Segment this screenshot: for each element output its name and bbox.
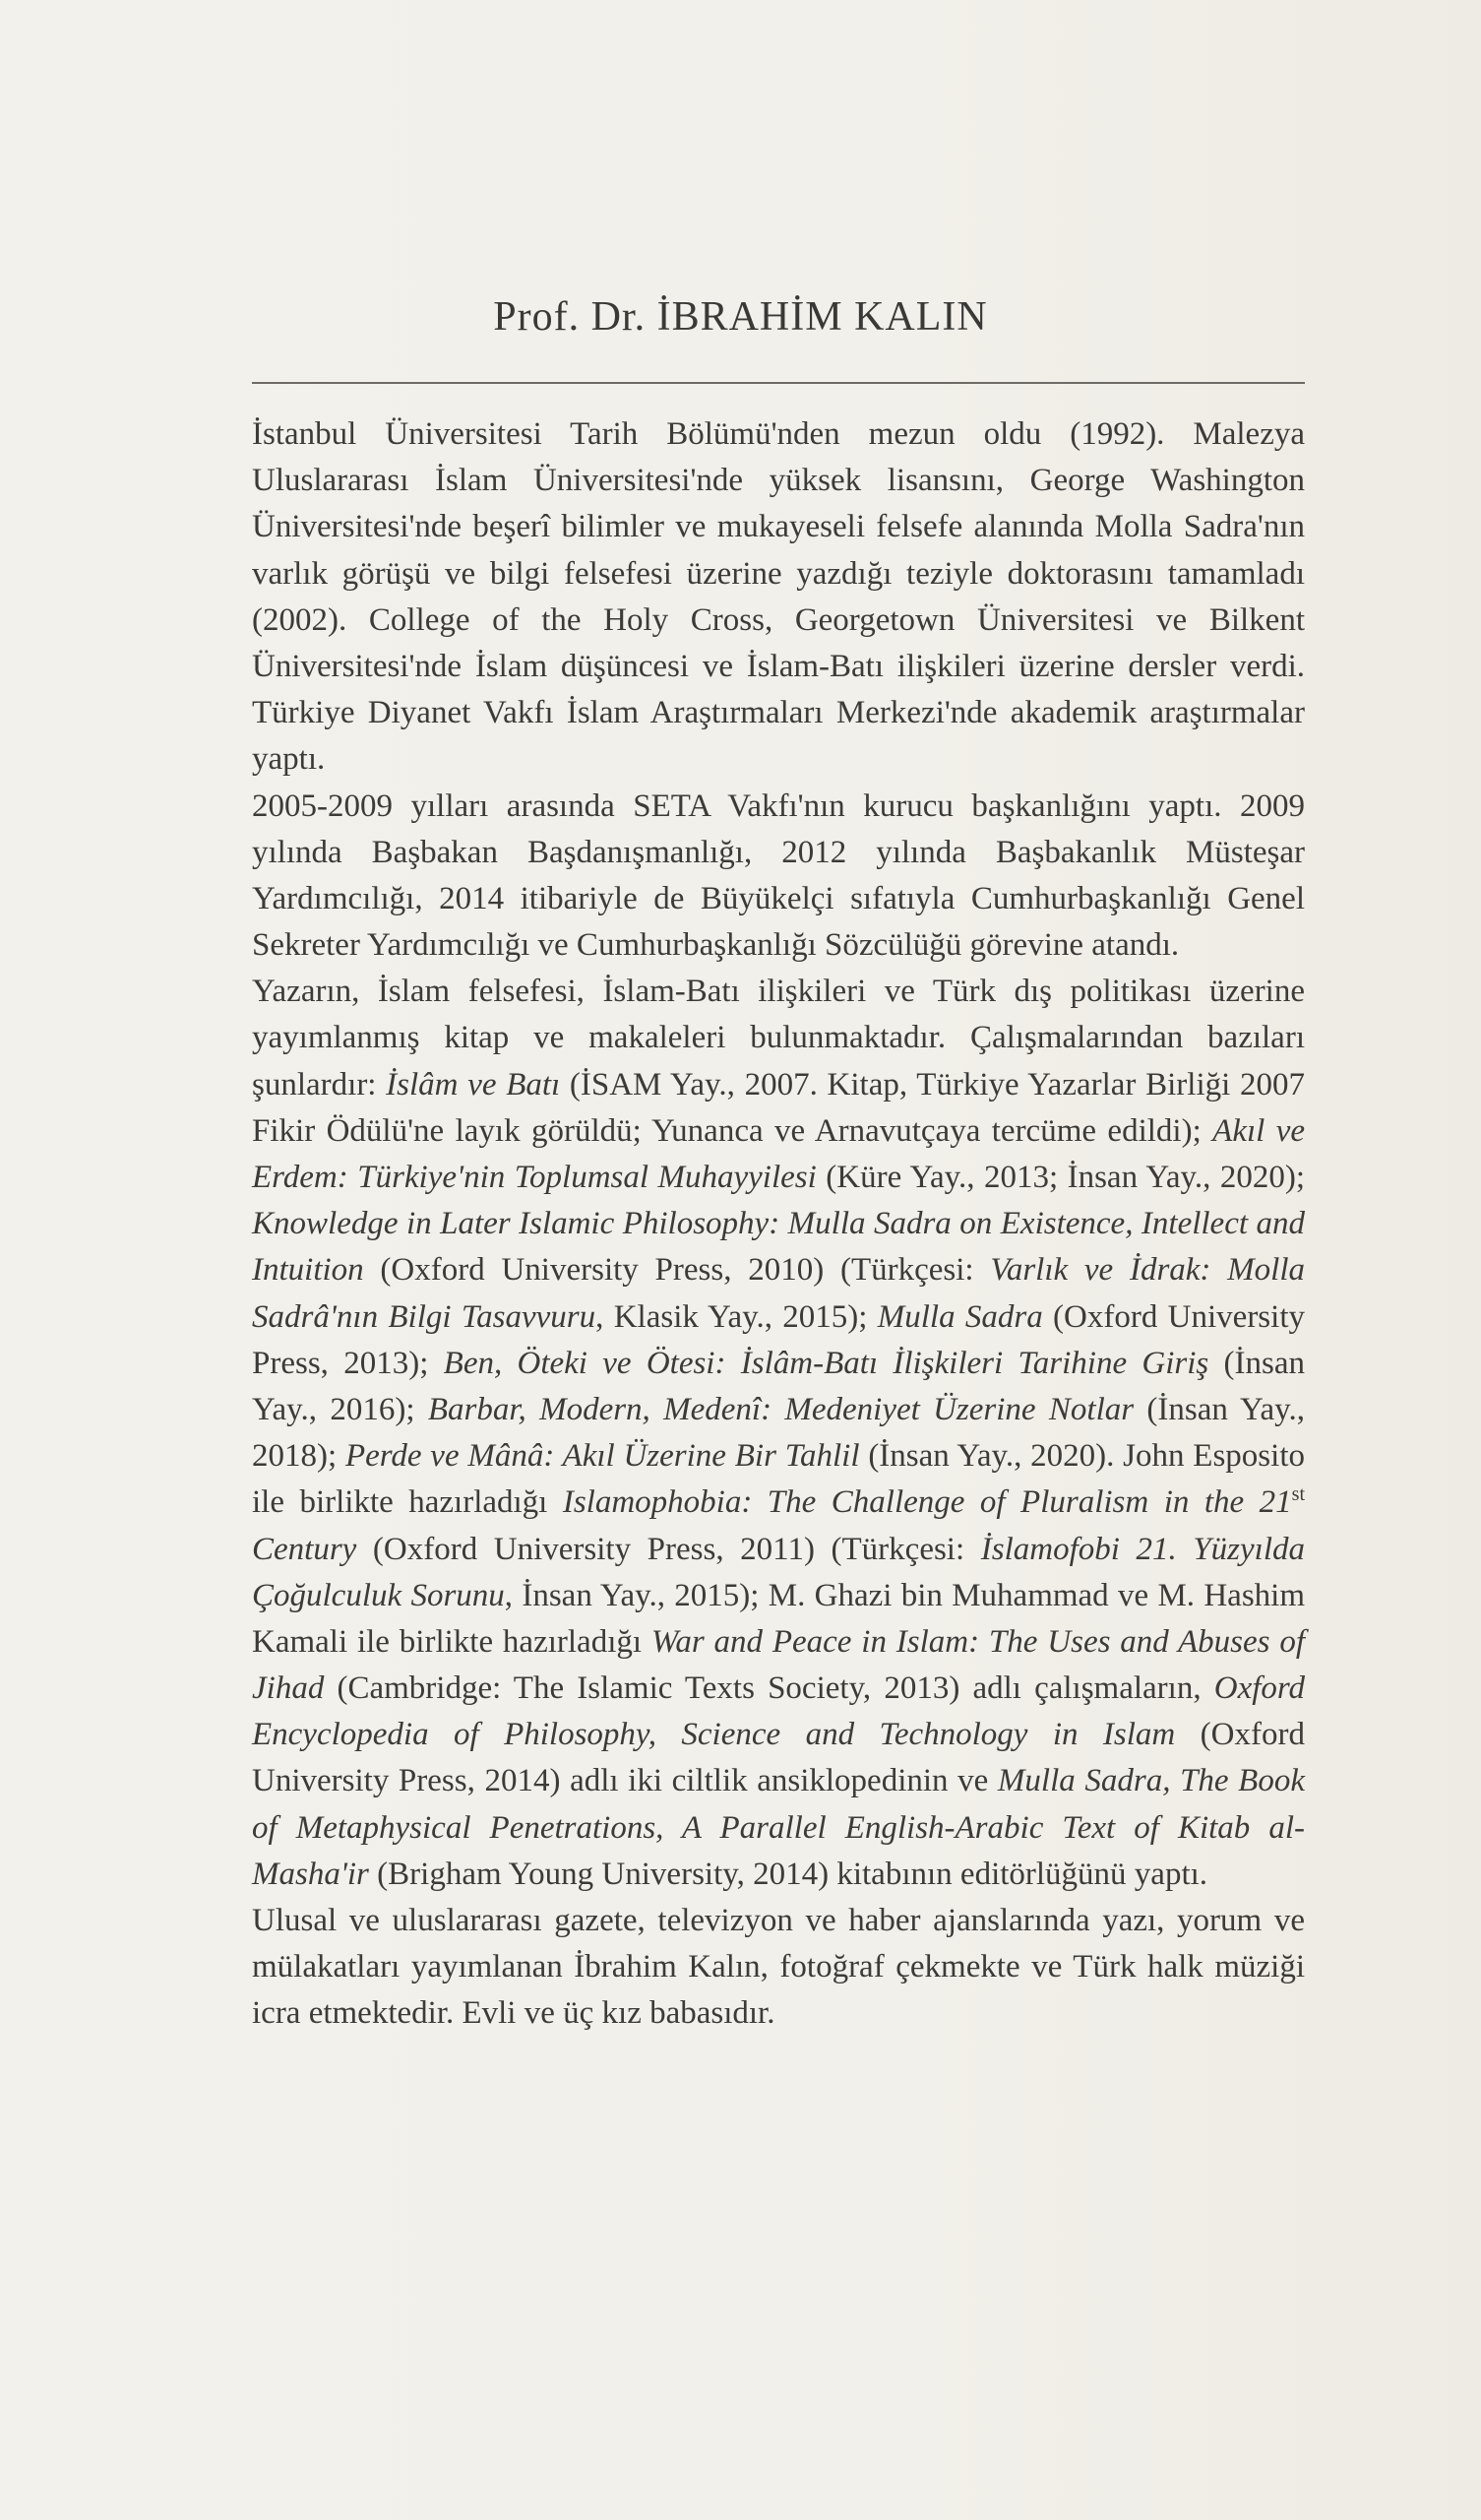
book-title: Century xyxy=(252,1531,357,1567)
book-title: Oxford Encyclopedia of Philosophy, Science and Technology in Islam xyxy=(252,1670,1305,1753)
bio-paragraph-career: 2005-2009 yılları arasında SETA Vakfı'nın kurucu başkanlığını yaptı. 2009 yılında Başbakan Başdanışmanlığı, 2012 yılında Başbakanlık Müsteşar Yardımcılığı, 2014 itibariyle de Büyükelçi sıfatıyla Cumhurbaşkanlığı Genel Sekreter Yardımcılığı ve Cumhurbaşkanlığı Sözcülüğü görevine atandı. xyxy=(252,788,1305,964)
book-title: Varlık ve İdrak: Molla Sadrâ'nın Bilgi Tasavvuru xyxy=(252,1252,1305,1335)
works-text: , İnsan Yay., 2015); M. Ghazi bin Muhammad ve M. Hashim Kamali ile birlikte hazırladığı xyxy=(252,1577,1305,1660)
book-title: War and Peace in Islam: The Uses and Abuses of Jihad xyxy=(252,1623,1305,1707)
bio-paragraph-education: İstanbul Üniversitesi Tarih Bölümü'nden mezun oldu (1992). Malezya Uluslararası İslam Üniversitesi'nde yüksek lisansını, George Washington Üniversitesi'nde beşerî bilimler ve mukayeseli felsefe alanında Molla Sadra'nın varlık görüşü ve bilgi felsefesi üzerine yazdığı teziyle doktorasını tamamladı (2002). College of the Holy Cross, Georgetown Üniversitesi ve Bilkent Üniversitesi'nde İslam düşüncesi ve İslam-Batı ilişkileri üzerine dersler verdi. Türkiye Diyanet Vakfı İslam Araştırmaları Merkezi'nde akademik araştırmalar yaptı. xyxy=(252,416,1305,778)
heading-rule xyxy=(252,382,1305,384)
works-text: Yazarın, İslam felsefesi, İslam-Batı ilişkileri ve Türk dış politikası üzerine yayımlanmış kitap ve makaleleri bulunmaktadır. Çalışmalarından bazıları şunlardır: xyxy=(252,974,1305,1102)
book-title: Perde ve Mânâ: Akıl Üzerine Bir Tahlil xyxy=(344,1438,860,1475)
works-text: , Klasik Yay., 2015); xyxy=(595,1298,878,1335)
author-biography xyxy=(252,411,1305,2038)
works-text: (Oxford University Press, 2013); xyxy=(252,1298,1305,1381)
author-name-heading: Prof. Dr. İBRAHİM KALIN xyxy=(493,294,988,340)
book-title: İslâm ve Batı xyxy=(386,1066,561,1102)
works-text: (Oxford University Press, 2011) (Türkçesi: xyxy=(356,1531,981,1567)
book-title: Knowledge in Later Islamic Philosophy: Mulla Sadra on Existence, Intellect and Intuition xyxy=(252,1206,1305,1289)
works-text: (Oxford University Press, 2014) adlı iki ciltlik ansiklopedinin ve xyxy=(252,1717,1305,1799)
works-text: (Cambridge: The Islamic Texts Society, 2013) adlı çalışmaların, xyxy=(324,1670,1214,1707)
works-text: (Oxford University Press, 2010) (Türkçesi: xyxy=(363,1252,991,1289)
book-title: Barbar, Modern, Medenî: Medeniyet Üzerine Notlar xyxy=(427,1391,1135,1427)
works-text: (İnsan Yay., 2020). John Esposito ile birlikte hazırladığı xyxy=(252,1438,1305,1521)
works-text: (İnsan Yay., 2016); xyxy=(252,1345,1305,1427)
ordinal-superscript: st xyxy=(1291,1483,1305,1506)
book-title: Mulla Sadra, The Book of Metaphysical Penetrations, A Parallel English-Arabic Text of Kitab al-Masha'ir xyxy=(252,1763,1305,1892)
book-title: İslamofobi 21. Yüzyılda Çoğulculuk Sorunu xyxy=(252,1531,1305,1613)
works-text: (İnsan Yay., 2018); xyxy=(252,1391,1305,1475)
book-title: Islamophobia: The Challenge of Pluralism in the 21 xyxy=(562,1484,1292,1521)
works-text: (İSAM Yay., 2007. Kitap, Türkiye Yazarlar Birliği 2007 Fikir Ödülü'ne layık görüldü; Yunanca ve Arnavutçaya tercüme edildi); xyxy=(252,1066,1305,1149)
book-title: Ben, Öteki ve Ötesi: İslâm-Batı İlişkileri Tarihine Giriş xyxy=(443,1345,1209,1381)
bio-paragraph-works xyxy=(252,969,1305,1898)
works-text: (Brigham Young University, 2014) kitabının editörlüğünü yaptı. xyxy=(368,1856,1208,1892)
works-text: (Küre Yay., 2013; İnsan Yay., 2020); xyxy=(816,1160,1305,1195)
book-title: Akıl ve Erdem: Türkiye'nin Toplumsal Muhayyilesi xyxy=(252,1112,1306,1195)
book-title: Mulla Sadra xyxy=(877,1298,1043,1335)
bio-paragraph-personal: Ulusal ve uluslararası gazete, televizyon ve haber ajanslarında yazı, yorum ve mülakatları yayımlanan İbrahim Kalın, fotoğraf çekmekte ve Türk halk müziği icra etmektedir. Evli ve üç kız babasıdır. xyxy=(252,1903,1305,2032)
